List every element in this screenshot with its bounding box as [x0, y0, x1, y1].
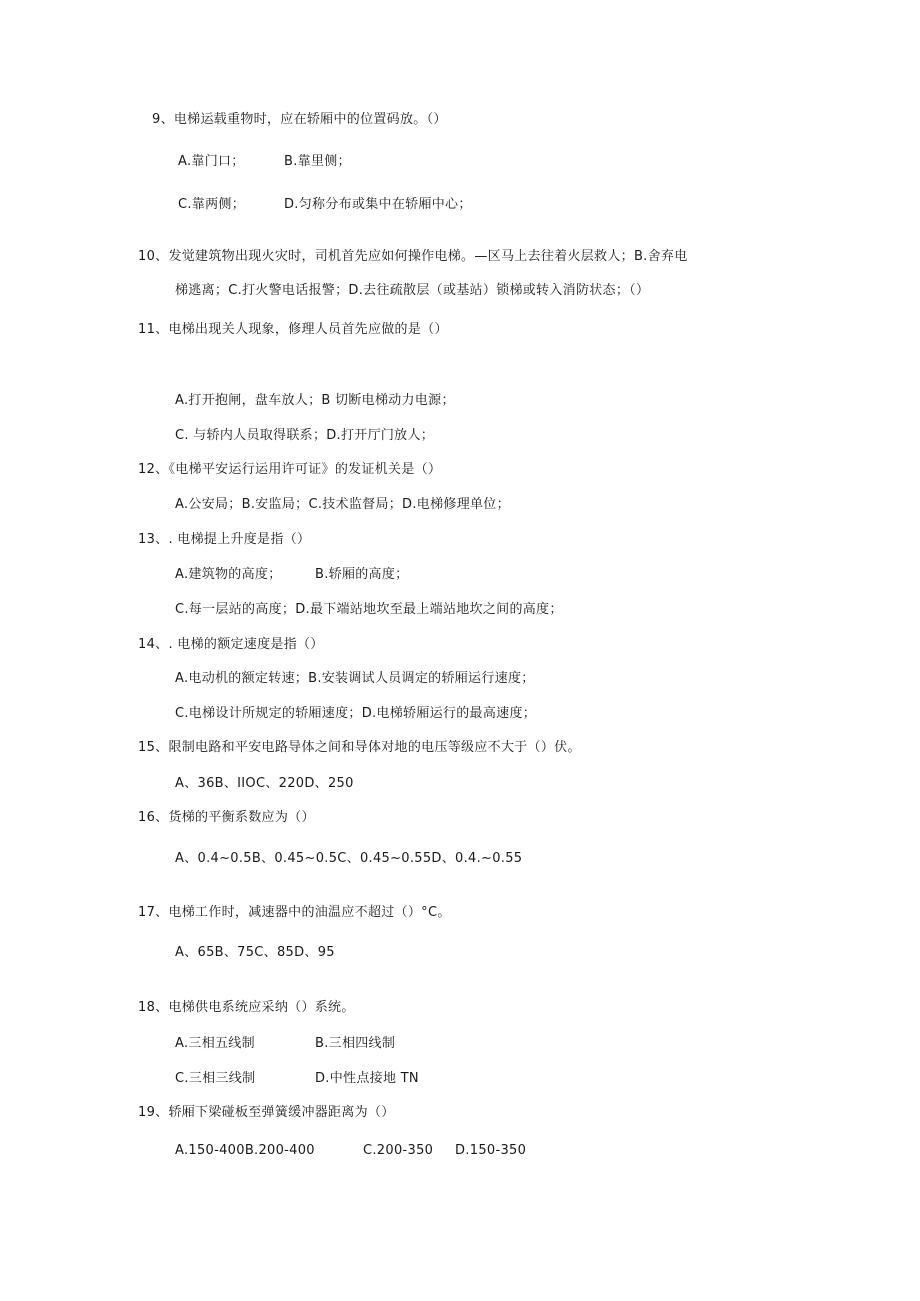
question-14-options-ab: A.电动机的额定转速；B.安装调试人员调定的轿厢运行速度；	[175, 671, 535, 686]
question-13-option-a: A.建筑物的高度；	[175, 567, 282, 582]
question-11-options-ab: A.打开抱闸，盘车放人；B 切断电梯动力电源；	[175, 393, 455, 408]
question-9-option-c: C.靠两侧；	[178, 197, 246, 212]
question-9-option-d: D.匀称分布或集中在轿厢中心；	[284, 197, 472, 212]
question-18-stem: 18、电梯供电系统应采纳（）系统。	[138, 1000, 355, 1015]
question-11-options-cd: C. 与轿内人员取得联系；D.打开厅门放人；	[175, 428, 435, 443]
question-13-option-b: B.轿厢的高度；	[315, 567, 409, 582]
question-14-options-cd: C.电梯设计所规定的轿厢速度；D.电梯轿厢运行的最高速度；	[175, 706, 537, 721]
question-10-line-2: 梯逃离；C.打火警电话报警；D.去往疏散层（或基站）锁梯或转入消防状态；（）	[175, 283, 650, 298]
question-15-options: A、36B、IIOC、220D、250	[175, 776, 354, 791]
question-18-option-d: D.中性点接地 TN	[315, 1071, 419, 1086]
question-9-option-a: A.靠门口；	[178, 154, 245, 169]
question-13-stem: 13、. 电梯提上升度是指（）	[138, 532, 311, 547]
question-14-stem: 14、. 电梯的额定速度是指（）	[138, 637, 324, 652]
question-10-line-1: 10、发觉建筑物出现火灾时，司机首先应如何操作电梯。—区马上去往着火层救人；B.舍弃电	[138, 249, 688, 264]
question-17-options: A、65B、75C、85D、95	[175, 945, 335, 960]
question-11-stem: 11、电梯出现关人现象，修理人员首先应做的是（）	[138, 322, 448, 337]
question-12-options: A.公安局；B.安监局；C.技术监督局；D.电梯修理单位；	[175, 497, 510, 512]
question-16-stem: 16、货梯的平衡系数应为（）	[138, 810, 315, 825]
question-19-options-ab: A.150-400B.200-400	[175, 1143, 315, 1158]
question-9-stem: 9、电梯运载重物时，应在轿厢中的位置码放。（）	[152, 112, 447, 127]
question-17-stem: 17、电梯工作时，减速器中的油温应不超过（）°C。	[138, 905, 451, 920]
question-18-option-c: C.三相三线制	[175, 1071, 256, 1086]
question-19-option-d: D.150-350	[455, 1143, 527, 1158]
question-13-options-cd: C.每一层站的高度；D.最下端站地坎至最上端站地坎之间的高度；	[175, 602, 563, 617]
question-12-stem: 12、《电梯平安运行运用许可证》的发证机关是（）	[138, 462, 442, 477]
question-15-stem: 15、限制电路和平安电路导体之间和导体对地的电压等级应不大于（）伏。	[138, 740, 581, 755]
question-16-options: A、0.4~0.5B、0.45~0.5C、0.45~0.55D、0.4.~0.55	[175, 851, 523, 866]
question-19-stem: 19、轿厢下梁碰板至弹簧缓冲器距离为（）	[138, 1105, 395, 1120]
question-18-option-b: B.三相四线制	[315, 1036, 396, 1051]
question-18-option-a: A.三相五线制	[175, 1036, 255, 1051]
question-9-option-b: B.靠里侧；	[284, 154, 351, 169]
question-19-option-c: C.200-350	[363, 1143, 434, 1158]
